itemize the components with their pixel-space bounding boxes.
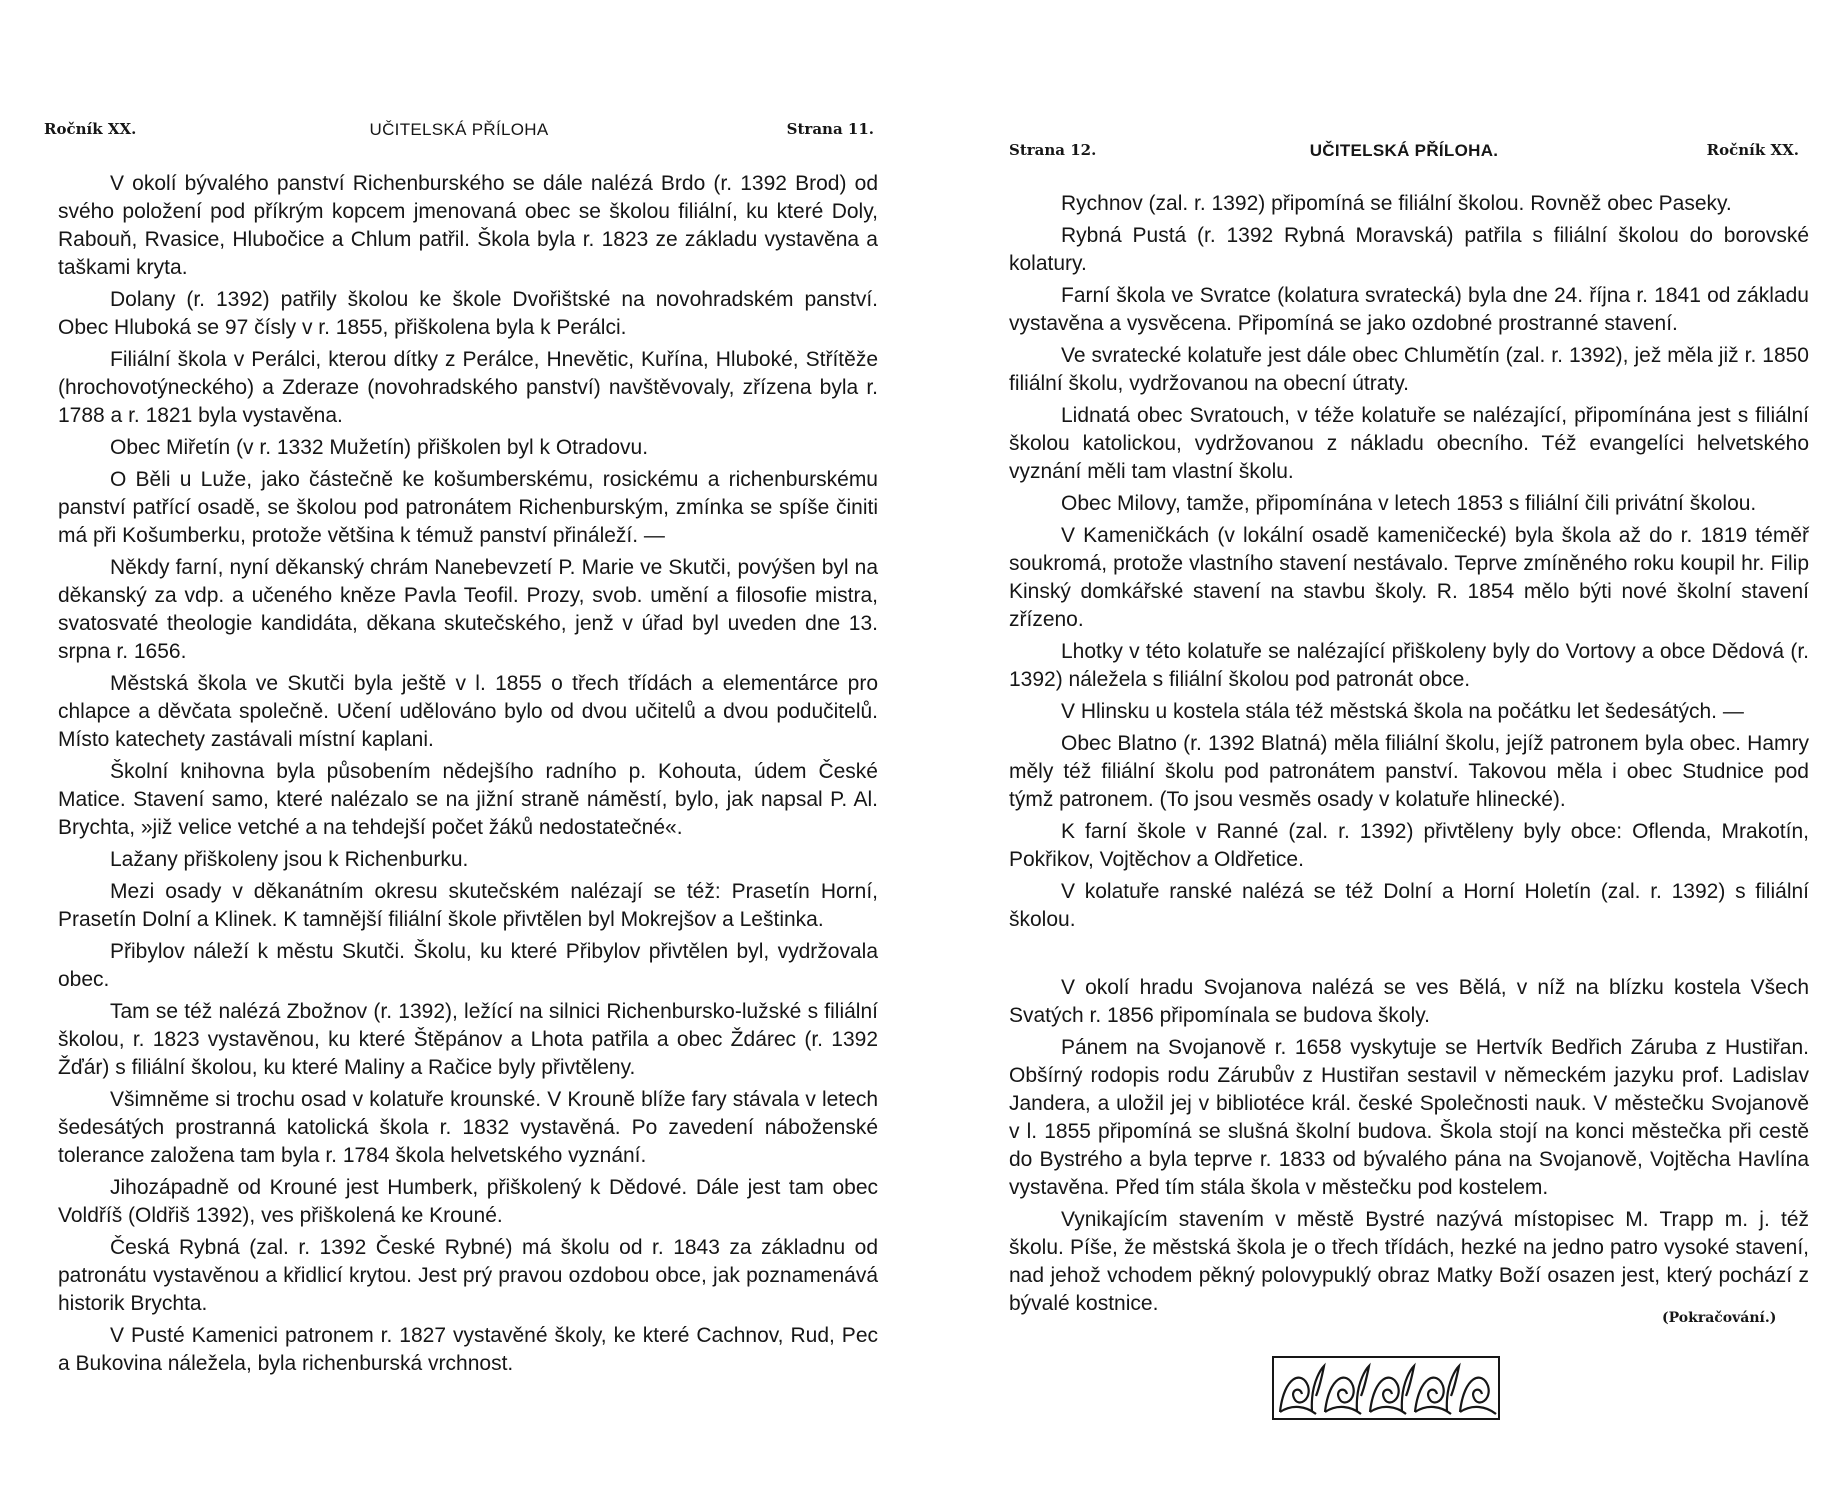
paragraph: Obec Blatno (r. 1392 Blatná) měla filiální školu, jejíž patronem byla obec. Hamry měly též filiální školu pod patronátem panství. Takovou měla i obec Studnice pod týmž patronem. (To jsou vesměs osady v kolatuře hlinecké). [1009, 732, 1809, 811]
paragraph: Rybná Pustá (r. 1392 Rybná Moravská) patřila s filiální školou do borovské kolatury. [1009, 224, 1809, 275]
volume-label: Ročník XX. [1706, 141, 1799, 159]
paragraph: V kolatuře ranské nalézá se též Dolní a Horní Holetín (zal. r. 1392) s filiální školou. [1009, 880, 1809, 931]
paragraph: V Kameničkách (v lokální osadě kameničecké) byla škola až do r. 1819 téměř soukromá, protože vlastního stavení nestávalo. Teprve zmíněného roku koupil hr. Filip Kinský domkářské stavení na stavbu školy. R. 1854 mělo býti nové školní stavení zřízeno. [1009, 524, 1809, 631]
floral-ornament-icon [1272, 1356, 1500, 1420]
paragraph: Přibylov náleží k městu Skutči. Školu, ku které Přibylov přivtělen byl, vydržovala obec. [58, 940, 878, 991]
paragraph: Pánem na Svojanově r. 1658 vyskytuje se Hertvík Bedřich Záruba z Hustiřan. Obšírný rodopis rodu Zárubův z Hustiřan sestavil v německém jazyku prof. Ladislav Jandera, a uložil jej v bibliotéce král. české Společnosti nauk. V městečku Svojanově v l. 1855 připomíná se slušná školní budova. Škola stojí na konci městečka při cestě do Bystrého a byla teprve r. 1833 od bývalého pána na Svojanově, Vojtěcha Havlína vystavěna. Před tím stála škola v městečku pod kostelem. [1009, 1036, 1809, 1199]
ornament-motif [1460, 1378, 1496, 1414]
paragraph: Lhotky v této kolatuře se nalézající přiškoleny byly do Vortovy a obce Dědová (r. 1392) náležela s filiální školou pod patronát obce. [1009, 640, 1809, 691]
section-title: UČITELSKÁ PŘÍLOHA. [1309, 141, 1499, 160]
paragraph: V Pusté Kamenici patronem r. 1827 vystavěné školy, ke které Cachnov, Rud, Pec a Bukovina náležela, byla richenburská vrchnost. [58, 1324, 878, 1375]
paragraph: Rychnov (zal. r. 1392) připomíná se filiální školou. Rovněž obec Paseky. [1061, 192, 1732, 215]
section-title: UČITELSKÁ PŘÍLOHA [369, 120, 549, 139]
paragraph: V okolí bývalého panství Richenburského se dále nalézá Brdo (r. 1392 Brod) od svého položení pod příkrým kopcem jmenovaná obec se školou filiální, ku které Doly, Rabouň, Rvasice, Hlubočice a Chlum patřil. Škola byla r. 1823 ze základu vystavěna a taškami kryta. [58, 172, 878, 279]
paragraph: O Běli u Luže, jako částečně ke košumberskému, rosickému a richenburskému panství patřící osadě, se školou pod patronátem Richenburským, zmínka se spíše činiti má při Košumberku, protože většina k témuž panství přináleží. — [58, 468, 878, 547]
right-page [919, 0, 1838, 1500]
page-body [1009, 190, 1809, 1322]
page-header [1009, 141, 1799, 171]
paragraph: Lažany přiškoleny jsou k Richenburku. [110, 848, 469, 871]
paragraph: Lidnatá obec Svratouch, v téže kolatuře se nalézající, připomínána jest s filiální školou katolickou, vydržovanou z nákladu obecního. Též evangelíci helvetského vyznání měli tam vlastní školu. [1009, 404, 1809, 483]
volume-label: Ročník XX. [44, 120, 137, 138]
paragraph: Všimněme si trochu osad v kolatuře krounské. V Krouně blíže fary stávala v letech šedesátých prostranná katolická škola r. 1832 vystavěná. Po zavedení náboženské tolerance založena tam byla r. 1784 škola helvetského vyznání. [58, 1088, 878, 1167]
page-number: Strana 11. [786, 120, 874, 138]
paragraph: V Hlinsku u kostela stála též městská škola na počátku let šedesátých. — [1061, 700, 1744, 723]
paragraph: Ve svratecké kolatuře jest dále obec Chlumětín (zal. r. 1392), jež měla již r. 1850 filiální školu, vydržovanou na obecní útraty. [1009, 344, 1809, 395]
paragraph: Dolany (r. 1392) patřily školou ke škole Dvořištské na novohradském panství. Obec Hluboká se 97 čísly v r. 1855, přiškolena byla k Perálci. [58, 288, 878, 339]
paragraph: Obec Milovy, tamže, připomínána v letech 1853 s filiální čili privátní školou. [1061, 492, 1757, 515]
paragraph: Školní knihovna byla působením nědejšího radního p. Kohouta, údem České Matice. Stavení samo, které nalézalo se na jižní straně náměstí, bylo, jak napsal P. Al. Brychta, »již velice vetché a na tehdejší počet žáků nedostatečné«. [58, 760, 878, 839]
paragraph: Obec Miřetín (v r. 1332 Mužetín) přiškolen byl k Otradovu. [110, 436, 649, 459]
ornament-motif [1280, 1366, 1324, 1414]
paragraph: K farní škole v Ranné (zal. r. 1392) přivtěleny byly obce: Oflenda, Mrakotín, Pokřikov, Vojtěchov a Oldřetice. [1009, 820, 1809, 871]
page-body [58, 170, 878, 1382]
continuation-note: (Pokračování.) [1662, 1310, 1777, 1326]
paragraph: Tam se též nalézá Zbožnov (r. 1392), ležící na silnici Richenbursko-lužské s filiální školou, r. 1823 vystavěnou, ku které Štěpánov a Lhota patřila a obec Ždárec (r. 1392 Žďár) s filiální školou, ku které Maliny a Račice byly přivtěleny. [58, 1000, 878, 1079]
paragraph: Jihozápadně od Krouné jest Humberk, přiškolený k Dědové. Dále jest tam obec Voldříš (Oldřiš 1392), ves přiškolená ke Krouné. [58, 1176, 878, 1227]
paragraph: Městská škola ve Skutči byla ještě v l. 1855 o třech třídách a elementárce pro chlapce a děvčata společně. Učení udělováno bylo od dvou učitelů a dvou podučitelů. Místo katechety zastávali místní kaplani. [58, 672, 878, 751]
paragraph: Filiální škola v Perálci, kterou dítky z Perálce, Hnevětic, Kuřína, Hluboké, Střítěže (hrochovotýneckého) a Zderaze (novohradského panství) navštěvovaly, zřízena byla r. 1788 a r. 1821 byla vystavěna. [58, 348, 878, 427]
paragraph: Někdy farní, nyní děkanský chrám Nanebevzetí P. Marie ve Skutči, povýšen byl na děkanský za vdp. a učeného kněze Pavla Teofil. Prozy, svob. umění a filosofie mistra, svatosvaté theologie kandidáta, děkana skutečského, jenž v úřad byl uveden dne 13. srpna r. 1656. [58, 556, 878, 663]
page-header [44, 120, 874, 150]
section-gap [1009, 938, 1809, 974]
ornament-motif [1415, 1366, 1459, 1414]
paragraph: Vynikajícím stavením v městě Bystré nazývá místopisec M. Trapp m. j. též školu. Píše, že městská škola je o třech třídách, hezké na jedno patro vysoké stavení, nad jehož vchodem pěkný polovypuklý obraz Matky Boží osazen jest, který pochází z bývalé kostnice. [1009, 1208, 1809, 1315]
paragraph: V okolí hradu Svojanova nalézá se ves Bělá, v níž na blízku kostela Všech Svatých r. 1856 připomínala se budova školy. [1009, 976, 1809, 1027]
paragraph: Farní škola ve Svratce (kolatura svratecká) byla dne 24. října r. 1841 od základu vystavěna a vysvěcena. Připomíná se jako ozdobné prostranné stavení. [1009, 284, 1809, 335]
page-number: Strana 12. [1009, 141, 1097, 159]
paragraph: Česká Rybná (zal. r. 1392 České Rybné) má školu od r. 1843 za základnu od patronátu vystavěnou a křidlicí krytou. Jest prý pravou ozdobou obce, jak poznamenává historik Brychta. [58, 1236, 878, 1315]
ornament-motif [1370, 1366, 1414, 1414]
paragraph: Mezi osady v děkanátním okresu skutečském nalézají se též: Prasetín Horní, Prasetín Dolní a Klinek. K tamnější filiální škole přivtělen byl Mokrejšov a Leštinka. [58, 880, 878, 931]
ornament-motif [1325, 1366, 1369, 1414]
